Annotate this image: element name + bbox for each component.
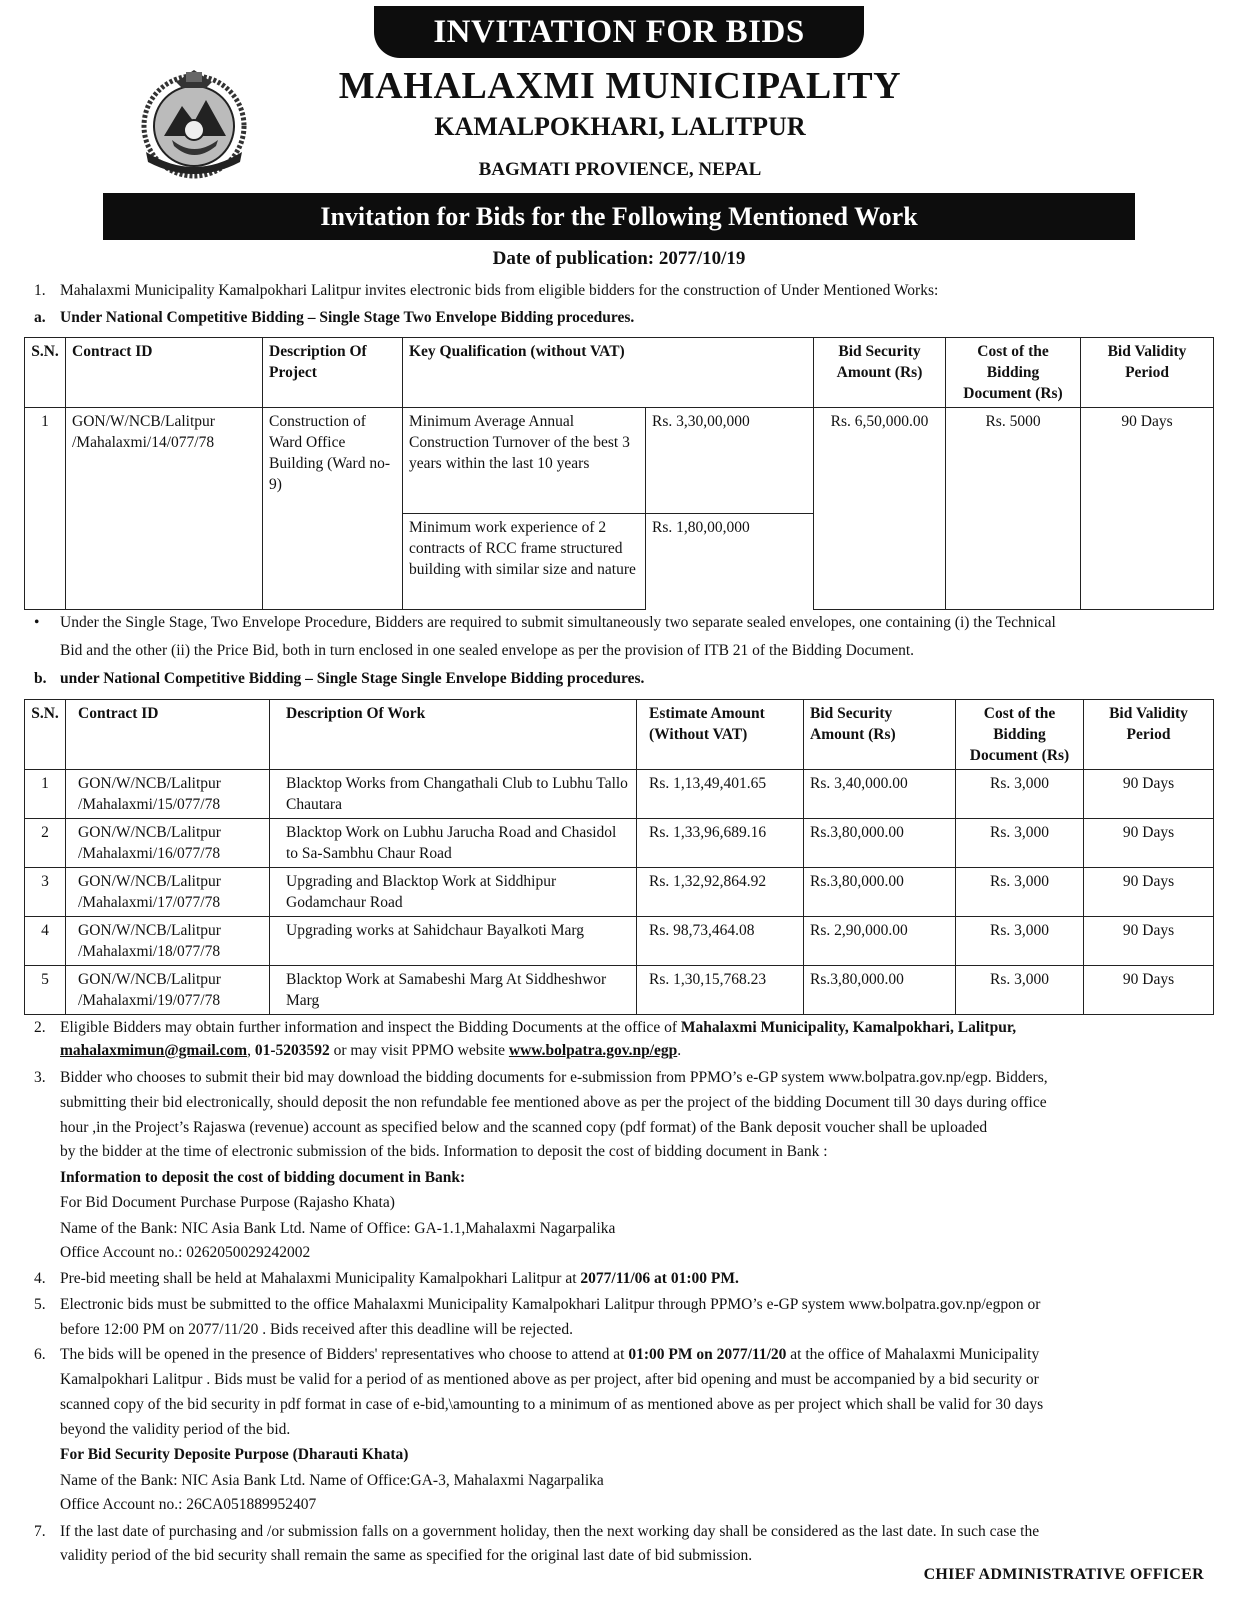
cell-cost: Rs. 3,000	[956, 819, 1084, 868]
security-bank-purpose: For Bid Security Deposite Purpose (Dharauti Khata)	[60, 1446, 409, 1463]
cell-description: Blacktop Work on Lubhu Jarucha Road and Chasidol to Sa-Sambhu Chaur Road	[270, 819, 637, 868]
para-2-end: .	[677, 1042, 682, 1059]
cell-cost: Rs. 3,000	[956, 868, 1084, 917]
cell-validity: 90 Days	[1081, 408, 1214, 610]
cell-contract-id: GON/W/NCB/Lalitpur /Mahalaxmi/17/077/78	[66, 868, 270, 917]
para-6-line-2: Kamalpokhari Lalitpur . Bids must be valid for a period of as mentioned above as per project, after bid opening and must be accompanied by a bid security or	[60, 1371, 1039, 1388]
header-contract-id: Contract ID	[66, 338, 263, 408]
para-7-line-2: validity period of the bid security shall remain the same as specified for the original last date of bid submission.	[60, 1547, 753, 1564]
table-row	[25, 917, 1214, 966]
cell-cost: Rs. 3,000	[956, 966, 1084, 1015]
para-2-number: 2.	[34, 1019, 46, 1036]
cell-contract-id: GON/W/NCB/Lalitpur /Mahalaxmi/18/077/78	[66, 917, 270, 966]
cell-validity: 90 Days	[1084, 966, 1214, 1015]
para-6-line-3: scanned copy of the bid security in pdf format in case of e-bid,\amounting to a minimum of as mentioned above as per project which shall be valid for 30 days	[60, 1396, 1044, 1413]
cell-description: Blacktop Work at Samabeshi Marg At Siddheshwor Marg	[270, 966, 637, 1015]
section-b-label: b.	[34, 670, 47, 687]
cell-bid-security: Rs. 6,50,000.00	[814, 408, 946, 610]
section-a-title: Under National Competitive Bidding – Single Stage Two Envelope Bidding procedures.	[60, 309, 635, 326]
para-5-number: 5.	[34, 1296, 46, 1313]
security-bank-account: Office Account no.: 26CA051889952407	[60, 1496, 317, 1513]
para-6-number: 6.	[34, 1346, 46, 1363]
header-validity: Bid Validity Period	[1081, 338, 1214, 408]
cell-sn: 5	[25, 966, 66, 1015]
header-key-qualification: Key Qualification (without VAT)	[403, 338, 814, 408]
cell-bid-security: Rs.3,80,000.00	[804, 868, 956, 917]
cell-qualification-2-amount: Rs. 1,80,00,000	[646, 514, 814, 610]
cell-qualification-1: Minimum Average Annual Construction Turnover of the best 3 years within the last 10 years	[403, 408, 646, 514]
header-estimate: Estimate Amount (Without VAT)	[637, 700, 804, 770]
header-bid-security: Bid Security Amount (Rs)	[814, 338, 946, 408]
para-3-line-1: Bidder who chooses to submit their bid may download the bidding documents for e-submission from PPMO’s e-GP system www.bolpatra.gov.np/egp. Bidders,	[60, 1069, 1048, 1086]
para-3-line-3: hour ,in the Project’s Rajaswa (revenue) account as specified below and the scanned copy (pdf format) of the Bank deposit voucher shall be uploaded	[60, 1119, 988, 1136]
header-cost: Cost of the Bidding Document (Rs)	[946, 338, 1081, 408]
para-1-text: Mahalaxmi Municipality Kamalpokhari Lalitpur invites electronic bids from eligible bidders for the construction of Under Mentioned Works:	[60, 282, 939, 299]
table-row	[25, 966, 1214, 1015]
email-link[interactable]: mahalaxmimun@gmail.com	[60, 1042, 248, 1059]
para-4-number: 4.	[34, 1270, 46, 1287]
cell-validity: 90 Days	[1084, 917, 1214, 966]
para-6-text-a: The bids will be opened in the presence of Bidders' representatives who choose to attend at	[60, 1346, 629, 1363]
header-validity: Bid Validity Period	[1084, 700, 1214, 770]
para-2-mid: or may visit PPMO website	[329, 1042, 509, 1059]
para-4-text-a: Pre-bid meeting shall be held at Mahalaxmi Municipality Kamalpokhari Lalitpur at	[60, 1270, 581, 1287]
table-row	[25, 408, 1214, 514]
banner-title: INVITATION FOR BIDS	[374, 6, 864, 58]
para-2-line-1	[60, 1017, 1210, 1039]
cell-bid-security: Rs.3,80,000.00	[804, 966, 956, 1015]
cell-bid-security: Rs. 3,40,000.00	[804, 770, 956, 819]
header-contract-id: Contract ID	[66, 700, 270, 770]
para-2-text: Eligible Bidders may obtain further information and inspect the Bidding Documents at the office of	[60, 1019, 681, 1036]
para-6-line-4: beyond the validity period of the bid.	[60, 1421, 291, 1438]
cell-validity: 90 Days	[1084, 868, 1214, 917]
org-province: BAGMATI PROVIENCE, NEPAL	[478, 159, 762, 180]
bank-info-account: Office Account no.: 0262050029242002	[60, 1244, 311, 1261]
section-b-title: under National Competitive Bidding – Single Stage Single Envelope Bidding procedures.	[60, 670, 645, 687]
para-2-line-2	[60, 1040, 1210, 1062]
table-a	[24, 337, 1214, 610]
cell-qualification-1-amount: Rs. 3,30,00,000	[646, 408, 814, 514]
bullet-line-1: Under the Single Stage, Two Envelope Procedure, Bidders are required to submit simultaneously two separate sealed envelopes, one containing (i) the Technical	[60, 614, 1056, 631]
cell-validity: 90 Days	[1084, 819, 1214, 868]
bullet-line-2: Bid and the other (ii) the Price Bid, both in turn enclosed in one sealed envelope as per the provision of ITB 21 of the Bidding Document.	[60, 642, 915, 659]
security-bank-name: Name of the Bank: NIC Asia Bank Ltd. Name of Office:GA-3, Mahalaxmi Nagarpalika	[60, 1472, 604, 1489]
prebid-datetime: 2077/11/06 at 01:00 PM.	[580, 1270, 739, 1287]
cell-sn: 2	[25, 819, 66, 868]
table-row	[25, 819, 1214, 868]
nepal-government-emblem-icon	[136, 66, 252, 182]
org-location: KAMALPOKHARI, LALITPUR	[434, 112, 806, 141]
cell-bid-security: Rs. 2,90,000.00	[804, 917, 956, 966]
header-sn: S.N.	[25, 700, 66, 770]
cell-cost: Rs. 5000	[946, 408, 1081, 610]
para-6-text-c: at the office of Mahalaxmi Municipality	[786, 1346, 1040, 1363]
table-row	[25, 868, 1214, 917]
bullet-mark: •	[34, 614, 40, 631]
bank-info-heading: Information to deposit the cost of bidding document in Bank:	[60, 1169, 466, 1186]
cell-contract-id: GON/W/NCB/Lalitpur /Mahalaxmi/14/077/78	[66, 408, 263, 610]
cell-sn: 1	[25, 770, 66, 819]
cell-cost: Rs. 3,000	[956, 917, 1084, 966]
publication-date: Date of publication: 2077/10/19	[492, 248, 746, 269]
para-2-office: Mahalaxmi Municipality, Kamalpokhari, Lalitpur,	[680, 1019, 1017, 1036]
cell-contract-id: GON/W/NCB/Lalitpur /Mahalaxmi/15/077/78	[66, 770, 270, 819]
org-name: MAHALAXMI MUNICIPALITY	[338, 65, 902, 107]
cell-contract-id: GON/W/NCB/Lalitpur /Mahalaxmi/16/077/78	[66, 819, 270, 868]
cell-estimate: Rs. 1,32,92,864.92	[637, 868, 804, 917]
header-description: Description Of Project	[263, 338, 403, 408]
cell-description: Upgrading works at Sahidchaur Bayalkoti Marg	[270, 917, 637, 966]
cell-description: Construction of Ward Office Building (Ward no-9)	[263, 408, 403, 610]
header-sn: S.N.	[25, 338, 66, 408]
bid-opening-datetime: 01:00 PM on 2077/11/20	[628, 1346, 787, 1363]
para-4-text	[60, 1268, 1210, 1290]
cell-sn: 4	[25, 917, 66, 966]
para-5-line-1: Electronic bids must be submitted to the office Mahalaxmi Municipality Kamalpokhari Lalitpur through PPMO’s e-GP system www.bolpatra.gov.np/egpon or	[60, 1296, 1041, 1313]
para-2-sep: ,	[247, 1042, 255, 1059]
phone-number: 01-5203592	[254, 1042, 330, 1059]
cell-cost: Rs. 3,000	[956, 770, 1084, 819]
para-3-line-2: submitting their bid electronically, should deposit the non refundable fee mentioned above as per the project of the bidding Document till 30 days during office	[60, 1094, 1047, 1111]
cell-sn: 3	[25, 868, 66, 917]
website-link[interactable]: www.bolpatra.gov.np/egp	[508, 1042, 678, 1059]
cell-qualification-2: Minimum work experience of 2 contracts of RCC frame structured building with similar size and nature	[403, 514, 646, 610]
para-6-line-1	[60, 1344, 1210, 1366]
cell-description: Blacktop Works from Changathali Club to Lubhu Tallo Chautara	[270, 770, 637, 819]
para-3-line-4: by the bidder at the time of electronic submission of the bids. Information to deposit the cost of bidding document in Bank :	[60, 1143, 828, 1160]
cell-validity: 90 Days	[1084, 770, 1214, 819]
subtitle-bar: Invitation for Bids for the Following Mentioned Work	[103, 193, 1135, 240]
signature-title: CHIEF ADMINISTRATIVE OFFICER	[923, 1566, 1204, 1583]
cell-contract-id: GON/W/NCB/Lalitpur /Mahalaxmi/19/077/78	[66, 966, 270, 1015]
cell-description: Upgrading and Blacktop Work at Siddhipur Godamchaur Road	[270, 868, 637, 917]
bank-info-name: Name of the Bank: NIC Asia Bank Ltd. Name of Office: GA-1.1,Mahalaxmi Nagarpalika	[60, 1220, 616, 1237]
para-7-line-1: If the last date of purchasing and /or submission falls on a government holiday, then the next working day shall be considered as the last date. In such case the	[60, 1523, 1040, 1540]
cell-sn: 1	[25, 408, 66, 610]
para-1-number: 1.	[34, 282, 46, 299]
para-3-number: 3.	[34, 1069, 46, 1086]
cell-estimate: Rs. 1,30,15,768.23	[637, 966, 804, 1015]
header-bid-security: Bid Security Amount (Rs)	[804, 700, 956, 770]
section-a-label: a.	[34, 309, 46, 326]
cell-estimate: Rs. 98,73,464.08	[637, 917, 804, 966]
cell-estimate: Rs. 1,13,49,401.65	[637, 770, 804, 819]
para-7-number: 7.	[34, 1523, 46, 1540]
header-cost: Cost of the Bidding Document (Rs)	[956, 700, 1084, 770]
table-row	[25, 770, 1214, 819]
para-5-line-2: before 12:00 PM on 2077/11/20 . Bids received after this deadline will be rejected.	[60, 1321, 573, 1338]
table-b	[24, 699, 1214, 1015]
header-description: Description Of Work	[270, 700, 637, 770]
cell-estimate: Rs. 1,33,96,689.16	[637, 819, 804, 868]
cell-bid-security: Rs.3,80,000.00	[804, 819, 956, 868]
bank-info-purpose: For Bid Document Purchase Purpose (Rajasho Khata)	[60, 1194, 395, 1211]
